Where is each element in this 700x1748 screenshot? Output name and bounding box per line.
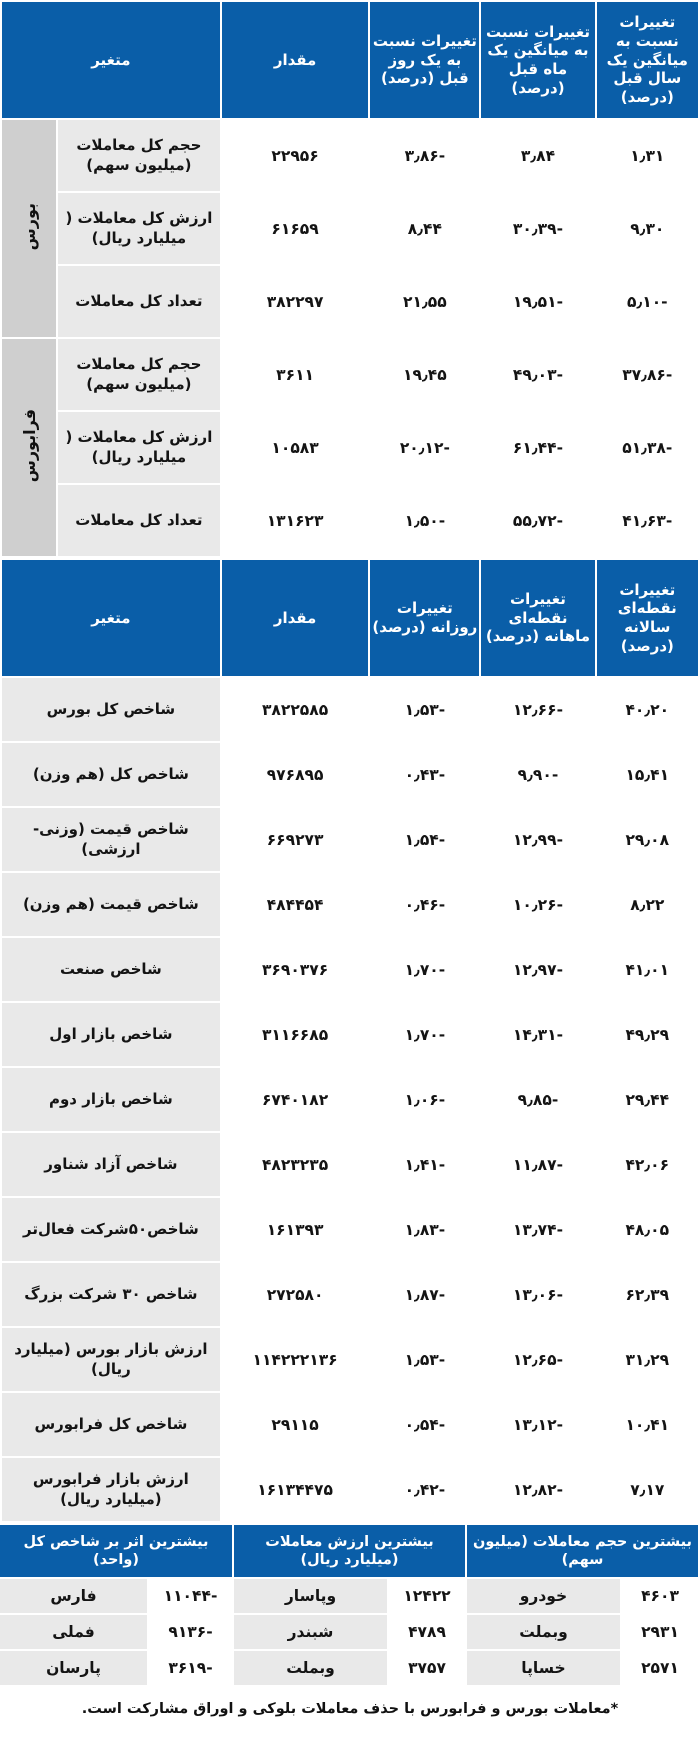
cell-daily: -۱٫۵۳ (369, 677, 480, 742)
cell-value: ۹۷۶۸۹۵ (221, 742, 370, 807)
cell-value-value: ۱۲۴۲۲ (388, 1578, 466, 1614)
cell-value: ۱۱۴۲۲۲۱۳۶ (221, 1327, 370, 1392)
cell-effect-symbol: فارس (0, 1578, 148, 1614)
cell-value: ۱۶۱۳۴۴۷۵ (221, 1457, 370, 1522)
cell-volume-symbol: وبملت (466, 1614, 621, 1650)
cell-yearly: ۴۲٫۰۶ (596, 1132, 699, 1197)
table-row (1, 1002, 699, 1067)
cell-monthly: -۶۱٫۴۴ (480, 411, 595, 484)
cell-variable: ارزش کل معاملات ( میلیارد ریال) (57, 411, 221, 484)
cell-daily: -۰٫۴۶ (369, 872, 480, 937)
cell-daily: -۱٫۸۷ (369, 1262, 480, 1327)
cell-monthly: -۱۲٫۸۲ (480, 1457, 595, 1522)
cell-monthly: -۹٫۸۵ (480, 1067, 595, 1132)
group-label-bourse: بورس (1, 119, 57, 338)
cell-value: ۳۶۱۱ (221, 338, 370, 411)
cell-yearly: ۴۰٫۲۰ (596, 677, 699, 742)
cell-yearly: ۳۱٫۲۹ (596, 1327, 699, 1392)
cell-volume-symbol: خساپا (466, 1650, 621, 1686)
cell-daily: ۲۱٫۵۵ (369, 265, 480, 338)
cell-daily: -۱٫۰۶ (369, 1067, 480, 1132)
table-row (1, 1457, 699, 1522)
col-variable: متغیر (1, 1, 221, 119)
col-daily-change: تغییرات روزانه (درصد) (369, 559, 480, 677)
cell-monthly: -۱۲٫۹۷ (480, 937, 595, 1002)
cell-variable: شاخص ۳۰ شرکت بزرگ (1, 1262, 221, 1327)
cell-value: ۲۷۲۵۸۰ (221, 1262, 370, 1327)
cell-variable: حجم کل معاملات (میلیون سهم) (57, 119, 221, 192)
cell-volume-value: ۲۵۷۱ (621, 1650, 699, 1686)
cell-variable: شاخص صنعت (1, 937, 221, 1002)
col-variable: متغیر (1, 559, 221, 677)
cell-monthly: ۳٫۸۴ (480, 119, 595, 192)
cell-yearly: ۶۲٫۳۹ (596, 1262, 699, 1327)
cell-value-symbol: وبملت (233, 1650, 388, 1686)
cell-monthly: -۴۹٫۰۳ (480, 338, 595, 411)
cell-value: ۶۷۴۰۱۸۲ (221, 1067, 370, 1132)
cell-variable: ارزش بازار فرابورس (میلیارد ریال) (1, 1457, 221, 1522)
cell-variable: ارزش بازار بورس (میلیارد ریال) (1, 1327, 221, 1392)
table-row (1, 192, 699, 265)
cell-yearly: ۴۱٫۰۱ (596, 937, 699, 1002)
col-value: مقدار (221, 559, 370, 677)
col-top-volume: بیشترین حجم معاملات (میلیون سهم) (466, 1524, 699, 1578)
cell-value: ۳۸۲۲۵۸۵ (221, 677, 370, 742)
cell-value: ۳۶۹۰۳۷۶ (221, 937, 370, 1002)
cell-daily: -۰٫۴۳ (369, 742, 480, 807)
cell-daily: -۱٫۵۳ (369, 1327, 480, 1392)
cell-yearly: -۵۱٫۳۸ (596, 411, 699, 484)
cell-volume-value: ۲۹۳۱ (621, 1614, 699, 1650)
cell-effect-symbol: پارسان (0, 1650, 148, 1686)
cell-value-symbol: وپاسار (233, 1578, 388, 1614)
table-row (1, 265, 699, 338)
cell-value-value: ۳۷۵۷ (388, 1650, 466, 1686)
cell-yearly: ۸٫۲۲ (596, 872, 699, 937)
cell-yearly: ۹٫۳۰ (596, 192, 699, 265)
cell-variable: شاخص قیمت (هم وزن) (1, 872, 221, 937)
col-top-index-effect: بیشترین اثر بر شاخص کل (واحد) (0, 1524, 233, 1578)
cell-yearly: ۲۹٫۴۴ (596, 1067, 699, 1132)
cell-value: ۴۸۴۴۵۴ (221, 872, 370, 937)
cell-daily: -۳٫۸۶ (369, 119, 480, 192)
top-movers-table (0, 1523, 700, 1687)
table-row (1, 338, 699, 411)
table-row (1, 484, 699, 557)
table-header-row (0, 1524, 699, 1578)
table-row (1, 1327, 699, 1392)
cell-volume-value: ۴۶۰۳ (621, 1578, 699, 1614)
cell-yearly: ۷٫۱۷ (596, 1457, 699, 1522)
cell-variable: تعداد کل معاملات (57, 484, 221, 557)
cell-daily: -۱٫۵۴ (369, 807, 480, 872)
group-label-farabourse: فرابورس (1, 338, 57, 557)
col-monthly-point-change: تغییرات نقطه‌ای ماهانه (درصد) (480, 559, 595, 677)
cell-monthly: -۳۰٫۳۹ (480, 192, 595, 265)
index-table-body (1, 677, 699, 1522)
cell-monthly: -۱۰٫۲۶ (480, 872, 595, 937)
cell-value: ۶۱۶۵۹ (221, 192, 370, 265)
cell-value: ۱۳۱۶۲۳ (221, 484, 370, 557)
table-row (1, 411, 699, 484)
cell-variable: شاخص آزاد شناور (1, 1132, 221, 1197)
table-row (1, 1067, 699, 1132)
cell-variable: شاخص کل فرابورس (1, 1392, 221, 1457)
cell-variable: شاخص کل بورس (1, 677, 221, 742)
table-header-row (1, 1, 699, 119)
cell-monthly: -۱۲٫۹۹ (480, 807, 595, 872)
cell-monthly: -۱۲٫۶۵ (480, 1327, 595, 1392)
cell-monthly: -۱۳٫۱۲ (480, 1392, 595, 1457)
col-value: مقدار (221, 1, 370, 119)
cell-variable: ارزش کل معاملات ( میلیارد ریال) (57, 192, 221, 265)
cell-value: ۴۸۲۳۲۳۵ (221, 1132, 370, 1197)
cell-variable: شاخص قیمت (وزنی- ارزشی) (1, 807, 221, 872)
market-summary-table (0, 0, 700, 558)
cell-daily: -۱٫۵۰ (369, 484, 480, 557)
cell-monthly: -۱۲٫۶۶ (480, 677, 595, 742)
cell-monthly: -۵۵٫۷۲ (480, 484, 595, 557)
table-row (0, 1578, 699, 1614)
table-row (1, 677, 699, 742)
table-row (0, 1650, 699, 1686)
cell-value-value: ۴۷۸۹ (388, 1614, 466, 1650)
cell-value: ۳۱۱۶۶۸۵ (221, 1002, 370, 1067)
cell-value: ۱۰۵۸۳ (221, 411, 370, 484)
cell-monthly: -۹٫۹۰ (480, 742, 595, 807)
table-row (1, 872, 699, 937)
cell-variable: شاخص بازار اول (1, 1002, 221, 1067)
cell-yearly: ۴۸٫۰۵ (596, 1197, 699, 1262)
cell-daily: -۱٫۷۰ (369, 1002, 480, 1067)
cell-value-symbol: شبندر (233, 1614, 388, 1650)
cell-variable: شاخص۵۰شرکت فعال‌تر (1, 1197, 221, 1262)
cell-monthly: -۱۳٫۰۶ (480, 1262, 595, 1327)
cell-yearly: ۴۹٫۲۹ (596, 1002, 699, 1067)
col-yearly-change: تغییرات نسبت به میانگین یک سال قبل (درصد) (596, 1, 699, 119)
cell-value: ۳۸۲۲۹۷ (221, 265, 370, 338)
cell-yearly: ۱۵٫۴۱ (596, 742, 699, 807)
cell-variable: حجم کل معاملات (میلیون سهم) (57, 338, 221, 411)
table-row (1, 742, 699, 807)
col-top-value: بیشترین ارزش معاملات (میلیارد ریال) (233, 1524, 466, 1578)
cell-daily: -۰٫۵۴ (369, 1392, 480, 1457)
table-row (1, 1197, 699, 1262)
cell-monthly: -۱۱٫۸۷ (480, 1132, 595, 1197)
table-row (1, 119, 699, 192)
cell-value: ۲۹۱۱۵ (221, 1392, 370, 1457)
cell-variable: شاخص کل (هم وزن) (1, 742, 221, 807)
cell-yearly: ۱۰٫۴۱ (596, 1392, 699, 1457)
table-row (1, 1132, 699, 1197)
cell-effect-symbol: فملی (0, 1614, 148, 1650)
cell-variable: شاخص بازار دوم (1, 1067, 221, 1132)
cell-effect-value: -۹۱۳۶ (148, 1614, 233, 1650)
col-yearly-point-change: تغییرات نقطه‌ای سالانه (درصد) (596, 559, 699, 677)
footnote: *معاملات بورس و فرابورس با حذف معاملات بلوکی و اوراق مشارکت است. (81, 1701, 619, 1717)
cell-monthly: -۱۹٫۵۱ (480, 265, 595, 338)
cell-yearly: ۱٫۳۱ (596, 119, 699, 192)
cell-yearly: -۳۷٫۸۶ (596, 338, 699, 411)
cell-variable: تعداد کل معاملات (57, 265, 221, 338)
cell-monthly: -۱۳٫۷۴ (480, 1197, 595, 1262)
table-row (0, 1614, 699, 1650)
cell-value: ۱۶۱۳۹۳ (221, 1197, 370, 1262)
cell-value: ۶۶۹۲۷۳ (221, 807, 370, 872)
cell-monthly: -۱۴٫۳۱ (480, 1002, 595, 1067)
cell-yearly: ۲۹٫۰۸ (596, 807, 699, 872)
cell-daily: -۱٫۷۰ (369, 937, 480, 1002)
table-row (1, 1392, 699, 1457)
cell-daily: -۰٫۴۲ (369, 1457, 480, 1522)
cell-effect-value: -۳۶۱۹ (148, 1650, 233, 1686)
cell-effect-value: -۱۱۰۴۴ (148, 1578, 233, 1614)
cell-volume-symbol: خودرو (466, 1578, 621, 1614)
index-table (0, 558, 700, 1523)
cell-daily: -۱٫۸۳ (369, 1197, 480, 1262)
cell-value: ۲۲۹۵۶ (221, 119, 370, 192)
table-header-row (1, 559, 699, 677)
col-daily-change: تغییرات نسبت به یک روز قبل (درصد) (369, 1, 480, 119)
cell-daily: -۱٫۴۱ (369, 1132, 480, 1197)
table-row (1, 1262, 699, 1327)
cell-daily: ۱۹٫۴۵ (369, 338, 480, 411)
cell-yearly: -۴۱٫۶۳ (596, 484, 699, 557)
col-monthly-change: تغییرات نسبت به میانگین یک ماه قبل (درصد) (480, 1, 595, 119)
table-row (1, 807, 699, 872)
cell-daily: -۲۰٫۱۲ (369, 411, 480, 484)
cell-yearly: -۵٫۱۰ (596, 265, 699, 338)
table-row (1, 937, 699, 1002)
cell-daily: ۸٫۴۴ (369, 192, 480, 265)
